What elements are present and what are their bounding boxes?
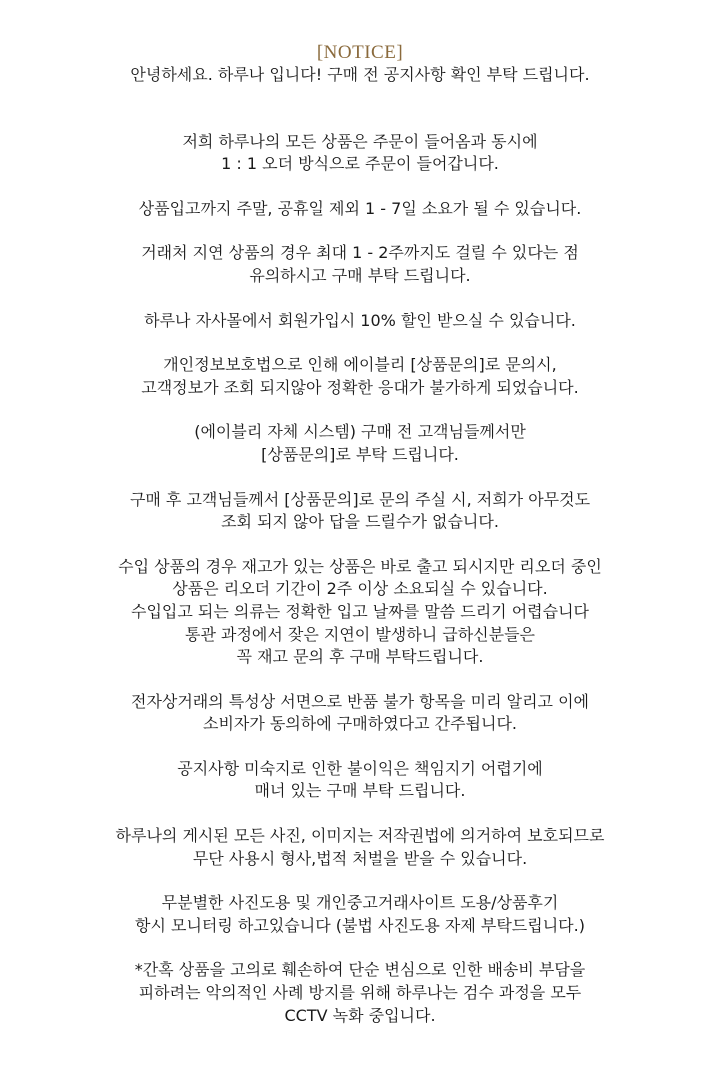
notice-paragraph-import-products [0, 556, 720, 669]
notice-line: 상품은 리오더 기간이 2주 이상 소요되실 수 있습니다. [172, 579, 548, 599]
notice-line: 전자상거래의 특성상 서면으로 반품 불가 항목을 미리 알리고 이에 [130, 691, 589, 711]
notice-line: [상품문의]로 부탁 드립니다. [261, 444, 459, 464]
notice-line: 소비자가 동의하에 구매하였다고 간주됩니다. [202, 714, 517, 734]
notice-line: 고객정보가 조회 되지않아 정확한 응대가 불가하게 되었습니다. [141, 377, 579, 397]
notice-line: 피하려는 악의적인 사례 방지를 위해 하루나는 검수 과정을 모두 [138, 983, 582, 1003]
notice-line: CCTV 녹화 중입니다. [284, 1005, 436, 1025]
notice-paragraph-greeting [0, 64, 720, 87]
notice-line: 매너 있는 구매 부탁 드립니다. [254, 781, 466, 801]
notice-line: 저희 하루나의 모든 상품은 주문이 들어옴과 동시에 [182, 131, 538, 151]
notice-line: 안녕하세요. 하루나 입니다! 구매 전 공지사항 확인 부탁 드립니다. [130, 65, 590, 84]
notice-line: 수입 상품의 경우 재고가 있는 상품은 바로 출고 되시지만 리오더 중인 [118, 556, 602, 576]
notice-line: 하루나의 게시된 모든 사진, 이미지는 저작권법에 의거하여 보호되므로 [115, 826, 605, 846]
notice-paragraph-ably-system [0, 421, 720, 466]
notice-line: *간혹 상품을 고의로 훼손하여 단순 변심으로 인한 배송비 부담을 [134, 960, 586, 980]
notice-title: [NOTICE] [316, 42, 404, 63]
notice-paragraph-arrival-time [0, 198, 720, 221]
notice-paragraph-order-method [0, 131, 720, 176]
notice-line: 통관 과정에서 잦은 지연이 발생하니 급하신분들은 [184, 624, 535, 644]
notice-paragraph-responsibility [0, 758, 720, 803]
notice-paragraph-post-purchase-inquiry [0, 489, 720, 534]
notice-line: 항시 모니터링 하고있습니다 (불법 사진도용 자제 부탁드립니다.) [135, 915, 585, 935]
notice-line: 유의하시고 구매 부탁 드립니다. [249, 265, 471, 285]
notice-line: 수입입고 되는 의류는 정확한 입고 날짜를 말씀 드리기 어렵습니다 [130, 601, 589, 621]
notice-line: 구매 후 고객님들께서 [상품문의]로 문의 주실 시, 저희가 아무것도 [129, 489, 591, 509]
notice-line: (에이블리 자체 시스템) 구매 전 고객님들께서만 [194, 422, 526, 442]
notice-paragraph-copyright [0, 825, 720, 870]
notice-line: 1 : 1 오더 방식으로 주문이 들어갑니다. [221, 154, 499, 174]
notice-paragraph-privacy-law [0, 354, 720, 399]
notice-line: 꼭 재고 문의 후 구매 부탁드립니다. [236, 647, 484, 667]
notice-line: 상품입고까지 주말, 공휴일 제외 1 - 7일 소요가 될 수 있습니다. [138, 198, 582, 218]
notice-line: 무분별한 사진도용 및 개인중고거래사이트 도용/상품후기 [161, 893, 559, 913]
notice-paragraph-cctv [0, 959, 720, 1027]
notice-line: 거래처 지연 상품의 경우 최대 1 - 2주까지도 걸릴 수 있다는 점 [141, 243, 579, 263]
notice-line: 하루나 자사몰에서 회원가입시 10% 할인 받으실 수 있습니다. [144, 310, 576, 330]
notice-paragraph-photo-monitoring [0, 892, 720, 937]
notice-paragraph-member-discount [0, 310, 720, 333]
notice-line: 개인정보보호법으로 인해 에이블리 [상품문의]로 문의시, [163, 355, 557, 375]
notice-paragraph-supplier-delay [0, 242, 720, 287]
notice-line: 조회 되지 않아 답을 드릴수가 없습니다. [221, 512, 499, 532]
notice-paragraph-ecommerce-returns [0, 691, 720, 736]
notice-line: 공지사항 미숙지로 인한 불이익은 책임지기 어렵기에 [177, 758, 543, 778]
notice-line: 무단 사용시 형사,법적 처벌을 받을 수 있습니다. [192, 848, 528, 868]
